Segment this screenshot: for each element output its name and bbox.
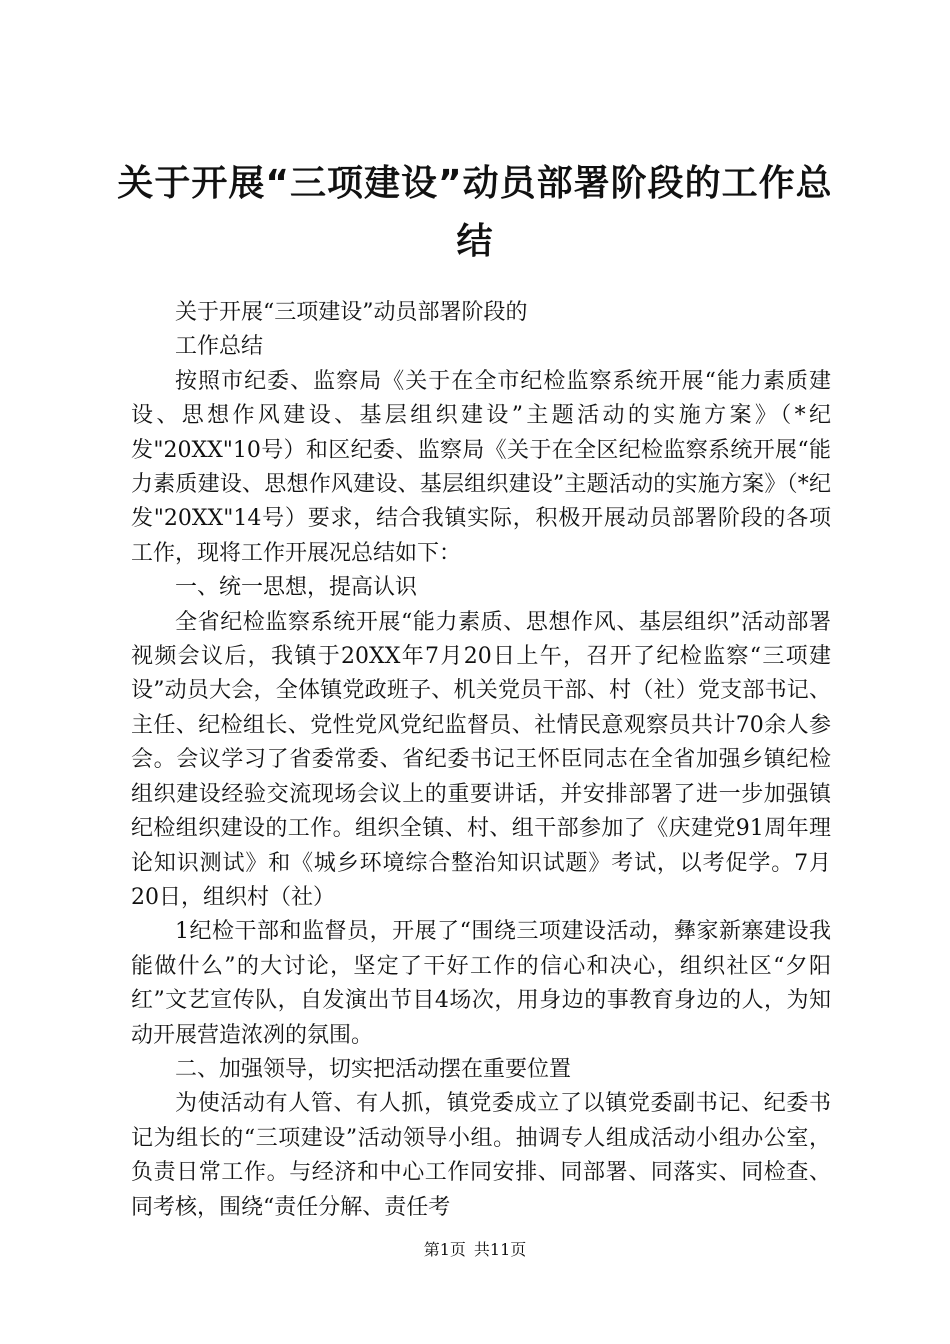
body-paragraph: 为使活动有人管、有人抓，镇党委成立了以镇党委副书记、纪委书记为组长的“三项建设”活动领导小组。抽调专人组成活动小组办公室，负责日常工作。与经济和中心工作同安排、同部署、同落实、同检查、同考核，围绕“责任分解、责任考	[131, 1091, 831, 1220]
body-paragraph: 按照市纪委、监察局《关于在全市纪检监察系统开展“能力素质建设、思想作风建设、基层组织建设”主题活动的实施方案》（*纪发"20XX"10号）和区纪委、监察局《关于在全区纪检监察系统开展“能力素质建设、思想作风建设、基层组织建设”主题活动的实施方案》（*纪发"20XX"14号）要求，结合我镇实际，积极开展动员部署阶段的各项工作，现将工作开展况总结如下：	[131, 368, 831, 566]
body-paragraph: 工作总结	[175, 334, 264, 360]
body-paragraph: 1纪检干部和监督员，开展了“围绕三项建设活动，彝家新寨建设我能做什么”的大讨论，坚定了干好工作的信心和决心，组织社区“夕阳红”文艺宣传队，自发演出节目4场次，用身边的事教育身边的人，为知动开展营造浓冽的氛围。	[131, 919, 831, 1048]
section-heading: 二、加强领导，切实把活动摆在重要位置	[175, 1056, 572, 1082]
document-body	[131, 296, 831, 1225]
body-paragraph: 全省纪检监察系统开展“能力素质、思想作风、基层组织”活动部署视频会议后，我镇于20XX年7月20日上午，召开了纪检监察“三项建设”动员大会，全体镇党政班子、机关党员干部、村（社）党支部书记、主任、纪检组长、党性党风党纪监督员、社情民意观察员共计70余人参会。会议学习了省委常委、省纪委书记王怀臣同志在全省加强乡镇纪检组织建设经验交流现场会议上的重要讲话，并安排部署了进一步加强镇纪检组织建设的工作。组织全镇、村、组干部参加了《庆建党91周年理论知识测试》和《城乡环境综合整治知识试题》考试，以考促学。7月20日，组织村（社）	[131, 609, 831, 910]
document-title-line1: 关于开展“三项建设”动员部署阶段的工作总	[117, 163, 833, 204]
page-total: 共11页	[473, 1240, 527, 1259]
page-footer	[0, 1240, 950, 1260]
body-paragraph: 关于开展“三项建设”动员部署阶段的	[175, 300, 528, 325]
section-heading: 一、统一思想，提高认识	[175, 575, 418, 601]
page-number: 第1页	[423, 1240, 466, 1259]
document-title-line2: 结	[456, 221, 494, 262]
